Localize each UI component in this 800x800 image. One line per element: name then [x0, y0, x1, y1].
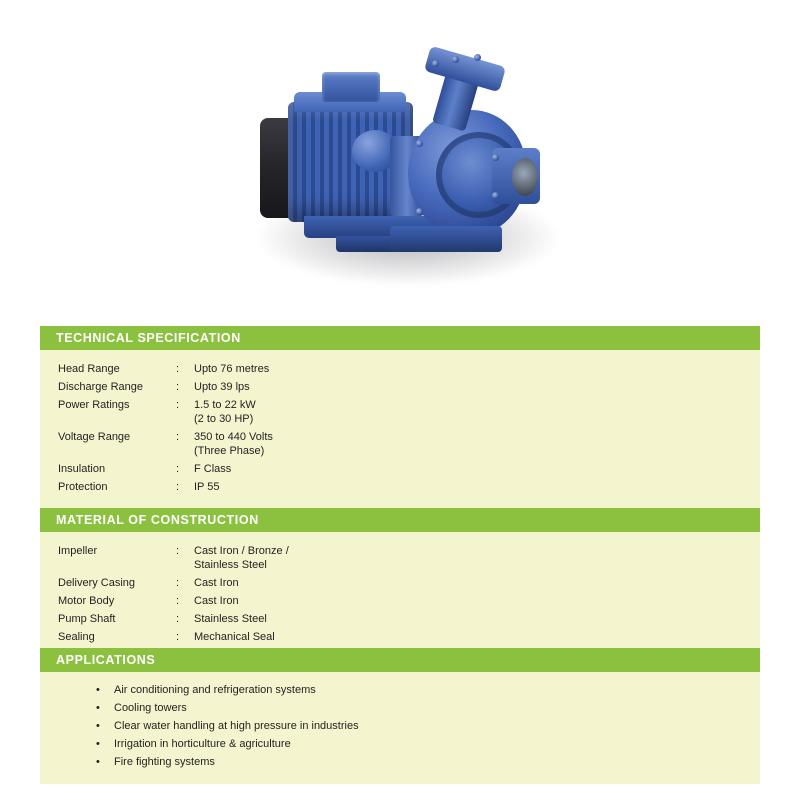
spec-value-line1: Mechanical Seal [194, 631, 275, 643]
material-of-construction-body [40, 532, 760, 658]
table-row [58, 460, 614, 478]
table-row [58, 396, 614, 428]
spec-colon: : [176, 363, 180, 375]
spec-value-line1: Cast Iron [194, 595, 239, 607]
list-item: • Clear water handling at high pressure in industries [96, 718, 760, 734]
spec-label: Discharge Range [58, 381, 143, 393]
flange-bolt-icon [492, 154, 499, 161]
spec-value [194, 628, 614, 646]
table-row [58, 478, 614, 496]
panel-title: TECHNICAL SPECIFICATION [56, 331, 241, 345]
table-row [58, 378, 614, 396]
list-item: • Air conditioning and refrigeration systems [96, 682, 760, 698]
spec-value [194, 378, 614, 396]
flange-bolt-icon [474, 54, 481, 61]
spec-value-line2: (2 to 30 HP) [194, 413, 254, 425]
spec-value-line1: Cast Iron / Bronze / [194, 545, 289, 557]
table-row [58, 542, 614, 574]
spec-value-line2: (Three Phase) [194, 445, 265, 457]
spec-label: Pump Shaft [58, 613, 116, 625]
applications-body [40, 672, 760, 784]
pump-illustration [240, 40, 570, 280]
technical-specification-header [40, 326, 760, 350]
table-row [58, 428, 614, 460]
material-of-construction-table [58, 542, 614, 646]
spec-colon: : [176, 381, 180, 393]
technical-specification-panel [40, 326, 760, 508]
spec-value [194, 592, 614, 610]
spec-value-line1: Upto 76 metres [194, 363, 270, 375]
terminal-box [322, 72, 380, 102]
applications-header [40, 648, 760, 672]
flange-bolt-icon [492, 192, 499, 199]
applications-panel [40, 648, 760, 784]
material-of-construction-panel [40, 508, 760, 658]
suction-bore [512, 158, 538, 196]
spec-value [194, 478, 614, 496]
flange-bolt-icon [432, 60, 439, 67]
list-item: • Cooling towers [96, 700, 760, 716]
spec-value [194, 542, 614, 574]
spec-value [194, 360, 614, 378]
spec-colon: : [176, 545, 180, 557]
list-item: • Irrigation in horticulture & agriculture [96, 736, 760, 752]
applications-list [40, 682, 760, 770]
spec-label: Head Range [58, 363, 120, 375]
panel-title: MATERIAL OF CONSTRUCTION [56, 513, 259, 527]
material-of-construction-header [40, 508, 760, 532]
spec-value [194, 460, 614, 478]
spec-label: Delivery Casing [58, 577, 136, 589]
spec-value-line1: 350 to 440 Volts [194, 431, 273, 443]
panel-title: APPLICATIONS [56, 653, 156, 667]
spec-value-line1: Cast Iron [194, 577, 239, 589]
spec-colon: : [176, 595, 180, 607]
product-image-area [0, 0, 800, 310]
spec-label: Protection [58, 481, 108, 493]
spec-colon: : [176, 577, 180, 589]
spec-value-line1: 1.5 to 22 kW [194, 399, 256, 411]
spec-colon: : [176, 463, 180, 475]
spec-value-line1: F Class [194, 463, 232, 475]
spec-value-line2: Stainless Steel [194, 559, 267, 571]
table-row [58, 360, 614, 378]
table-row [58, 592, 614, 610]
technical-specification-table [58, 360, 614, 496]
spec-label: Insulation [58, 463, 106, 475]
spec-label: Motor Body [58, 595, 115, 607]
spec-colon: : [176, 481, 180, 493]
spec-colon: : [176, 399, 180, 411]
casing-bolt-icon [416, 140, 423, 147]
spec-value-line1: Upto 39 lps [194, 381, 250, 393]
spec-value [194, 428, 614, 460]
table-row [58, 574, 614, 592]
spec-label: Sealing [58, 631, 95, 643]
list-item: • Fire fighting systems [96, 754, 760, 770]
table-row [58, 628, 614, 646]
spec-colon: : [176, 631, 180, 643]
spec-label: Power Ratings [58, 399, 130, 411]
spec-colon: : [176, 431, 180, 443]
pump-base-plate [390, 226, 502, 252]
spec-value-line1: Stainless Steel [194, 613, 267, 625]
flange-bolt-icon [452, 56, 459, 63]
spec-value [194, 610, 614, 628]
spec-value-line1: IP 55 [194, 481, 220, 493]
spec-colon: : [176, 613, 180, 625]
table-row [58, 610, 614, 628]
technical-specification-body [40, 350, 760, 508]
spec-value [194, 396, 614, 428]
spec-label: Voltage Range [58, 431, 131, 443]
spec-label: Impeller [58, 545, 98, 557]
spec-value [194, 574, 614, 592]
casing-bolt-icon [416, 208, 423, 215]
